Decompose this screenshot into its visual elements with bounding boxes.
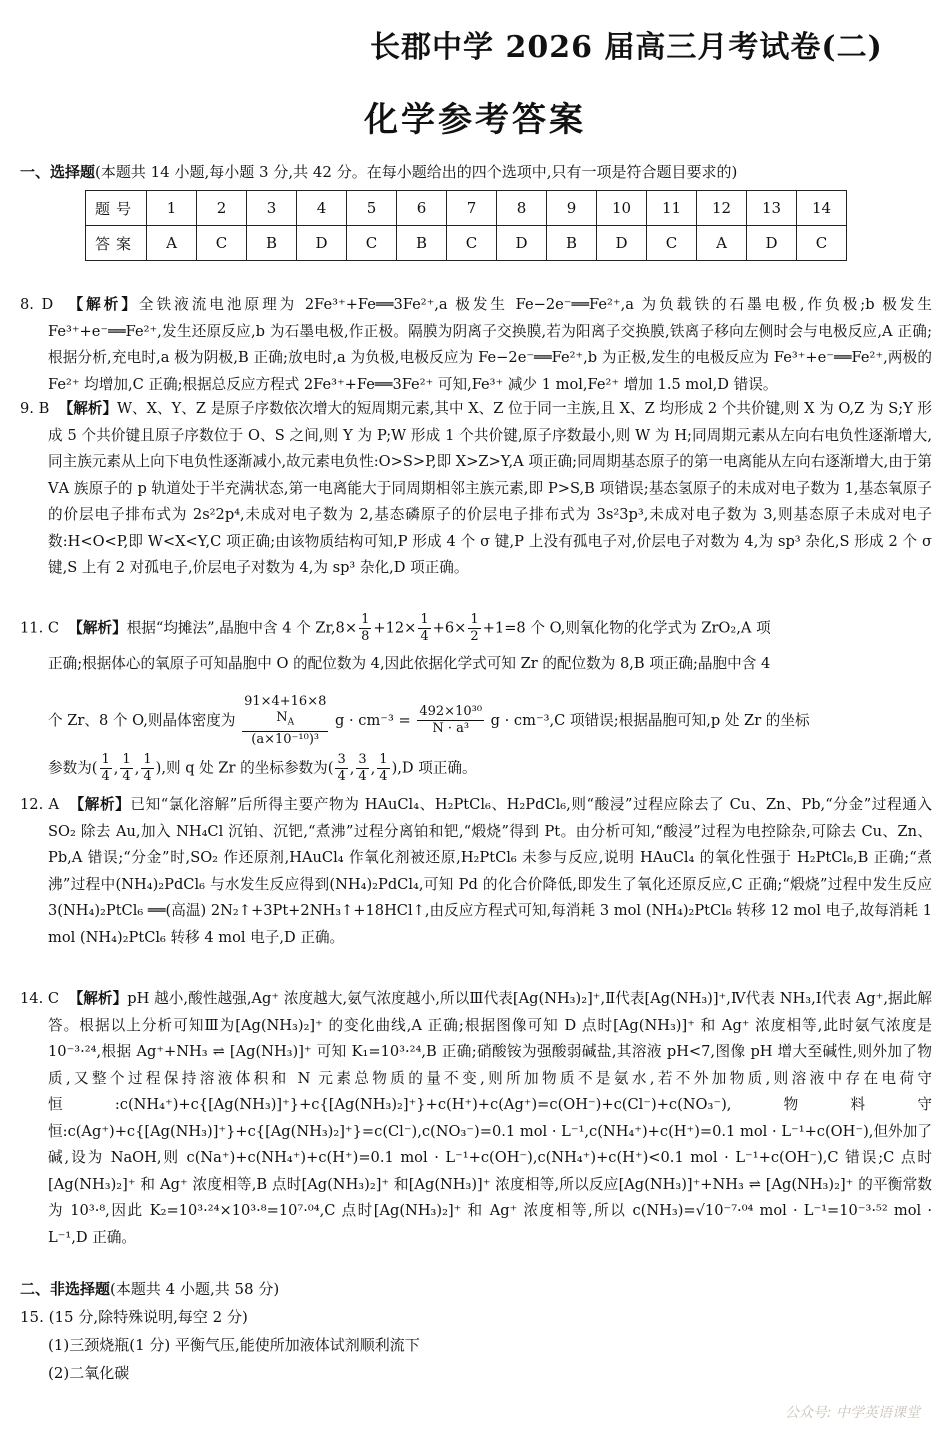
- row-header-answer: 答案: [86, 226, 147, 261]
- q12-number: 12. A: [20, 796, 60, 813]
- q11-line3-c: g · cm⁻³,C 项错误;根据晶胞可知,p 处 Zr 的坐标: [490, 711, 810, 729]
- question-number-cell: 5: [347, 191, 397, 226]
- frac-numerator: 1: [379, 752, 388, 767]
- q11-line1-a: 根据“均摊法”,晶胞中含 4 个 Zr,8×: [126, 619, 358, 637]
- q11-line4-b: ,则 q 处 Zr 的坐标参数为: [161, 759, 328, 777]
- answer-cell: D: [597, 226, 647, 261]
- q11-line1: [20, 612, 771, 645]
- q15-item1: (1)三颈烧瓶(1 分) 平衡气压,能使所加液体试剂顺利流下: [48, 1336, 420, 1354]
- coordinate-p: $\frac{1}{4}$ , $\frac{1}{4}$ , $\frac{1}{4}$: [101, 752, 152, 784]
- section1-heading: [20, 161, 737, 182]
- frac-denominator: 4: [101, 769, 110, 784]
- coordinate-fraction: [377, 752, 389, 785]
- question-number-cell: 8: [497, 191, 547, 226]
- answer-cell: D: [297, 226, 347, 261]
- q11-line3: [48, 694, 810, 748]
- answer-cell: C: [197, 226, 247, 261]
- q12-text: 已知“氯化溶解”后所得主要产物为 HAuCl₄、H₂PtCl₆、H₂PdCl₆,则“酸浸”过程应除去了 Cu、Zn、Pb,“分金”过程通入 SO₂ 除去 Au,加入 NH₄Cl 沉铂、沉钯,“煮沸”过程分离铂和钯,“煅烧”得到 Pt。由分析可知,“酸浸”过程为电控除杂,可除去 Cu、Zn、Pb,A 错误;“分金”时,SO₂ 作还原剂,HAuCl₄ 作氧化剂被还原,H₂PtCl₆ 未参与反应,说明 HAuCl₄ 的氧化性强于 H₂PtCl₆,B 正确;“煮沸”过程中(NH₄)₂PdCl₆ 与水发生反应得到(NH₄)₂PdCl₄,可知 Pd 的化合价降低,即发生了氧化还原反应,C 正确;“煅烧”过程中发生反应 3(NH₄)₂PtCl₆ ══(高温) 2N₂↑+3Pt+2NH₃↑+18HCl↑,由反应方程式可知,每消耗 3 mol (NH₄)₂PtCl₆ 转移 12 mol 电子,故每消耗 1 mol (NH₄)₂PtCl₆ 转移 4 mol 电子,D 正确。: [48, 796, 932, 946]
- section2-label: 二、非选择题: [20, 1280, 111, 1298]
- question-number-cell: 9: [547, 191, 597, 226]
- answer-table-number-row: [86, 191, 847, 226]
- frac-denominator: 4: [122, 769, 131, 784]
- section2-note: (本题共 4 小题,共 58 分): [110, 1280, 280, 1298]
- question-number-cell: 6: [397, 191, 447, 226]
- question-number-cell: 13: [747, 191, 797, 226]
- q14-number: 14. C: [20, 990, 60, 1007]
- answer-cell: D: [747, 226, 797, 261]
- frac-numerator: 1: [420, 612, 429, 627]
- frac-denominator: 4: [420, 629, 429, 644]
- q9-explanation: [20, 396, 932, 582]
- density-numerator: 91×4+16×8: [244, 694, 327, 709]
- q9-number: 9. B: [20, 400, 50, 417]
- frac-denominator: 2: [470, 629, 479, 644]
- q12-tag: 【解析】: [69, 796, 131, 813]
- q11-line1-c: +6×: [432, 619, 467, 637]
- q9-tag: 【解析】: [58, 400, 118, 417]
- q15-item2: (2)二氧化碳: [48, 1364, 130, 1382]
- q11-line2: 正确;根据体心的氧原子可知晶胞中 O 的配位数为 4,因此依据化学式可知 Zr 的配位数为 8,B 项正确;晶胞中含 4: [48, 655, 771, 672]
- question-number-cell: 2: [197, 191, 247, 226]
- frac-1-2: [468, 612, 480, 645]
- frac-denominator: 4: [143, 769, 152, 784]
- coordinate-fraction: [356, 752, 368, 785]
- q8-number: 8. D: [20, 296, 54, 313]
- coordinate-fraction: [335, 752, 347, 785]
- frac-1-4: [418, 612, 430, 645]
- frac-numerator: 1: [470, 612, 479, 627]
- density-fraction: [242, 694, 328, 748]
- q11-tag: 【解析】: [68, 619, 127, 637]
- q11-number: 11. C: [20, 619, 60, 637]
- coordinate-q: $\frac{3}{4}$ , $\frac{3}{4}$ , $\frac{1}{4}$: [337, 752, 388, 784]
- answer-cell: C: [647, 226, 697, 261]
- frac-numerator: 3: [358, 752, 367, 767]
- coordinate-fraction: [120, 752, 132, 785]
- answer-cell: C: [797, 226, 847, 261]
- section1-note: (本题共 14 小题,每小题 3 分,共 42 分。在每小题给出的四个选项中,只有一项是符合题目要求的): [95, 163, 738, 181]
- question-number-cell: 14: [797, 191, 847, 226]
- frac-1-8: [359, 612, 371, 645]
- answer-table: [85, 190, 847, 261]
- q12-explanation: [20, 792, 932, 951]
- frac-denominator: 4: [358, 769, 367, 784]
- question-number-cell: 3: [247, 191, 297, 226]
- page-title: 化学参考答案: [364, 100, 586, 140]
- frac-denominator: 4: [337, 769, 346, 784]
- question-number-cell: 4: [297, 191, 347, 226]
- q8-tag: 【解析】: [68, 296, 139, 313]
- density-na-symbol: N: [276, 710, 288, 725]
- q11-line3-a: 个 Zr、8 个 O,则晶体密度为: [48, 711, 236, 729]
- question-number-cell: 12: [697, 191, 747, 226]
- q8-explanation: [20, 292, 932, 398]
- coordinate-fraction: [100, 752, 112, 785]
- density-denominator: (a×10⁻¹⁰)³: [251, 731, 320, 747]
- frac-numerator: 1: [361, 612, 370, 627]
- frac-numerator: 1: [122, 752, 131, 767]
- q11-line1-d: +1=8 个 O,则氧化物的化学式为 ZrO₂,A 项: [482, 619, 771, 637]
- answer-cell: C: [447, 226, 497, 261]
- answer-cell: C: [347, 226, 397, 261]
- answer-cell: B: [397, 226, 447, 261]
- q14-tag: 【解析】: [68, 990, 128, 1007]
- density2-denominator: N · a³: [432, 721, 470, 737]
- q11-line1-b: +12×: [373, 619, 417, 637]
- frac-denominator: 4: [379, 769, 388, 784]
- answer-table-answer-row: [86, 226, 847, 261]
- row-header-number: 题号: [86, 191, 147, 226]
- watermark: 公众号: 中学英语课堂: [784, 1405, 920, 1421]
- q11-line4-a: 参数为: [48, 759, 92, 777]
- answer-cell: D: [497, 226, 547, 261]
- exam-title: 长郡中学 2026 届高三月考试卷(二): [370, 30, 883, 65]
- density-fraction-2: [417, 704, 484, 737]
- frac-numerator: 1: [143, 752, 152, 767]
- q8-text: 全铁液流电池原理为 2Fe³⁺+Fe══3Fe²⁺,a 极发生 Fe−2e⁻══Fe²⁺,a 为负载铁的石墨电极,作负极;b 极发生 Fe³⁺+e⁻══Fe²⁺,发生还原反应,b 为石墨电极,作正极。隔膜为阴离子交换膜,若为阳离子交换膜,铁离子移向左侧时会与电极反应,A 正确;根据分析,充电时,a 极为阴极,B 正确;放电时,a 为负极,电极反应为 Fe−2e⁻══Fe²⁺,b 为正极,发生的电极反应为 Fe³⁺+e⁻══Fe²⁺,两极的 Fe²⁺ 均增加,C 正确;根据总反应方程式 2Fe³⁺+Fe══3Fe²⁺ 可知,Fe³⁺ 减少 1 mol,Fe²⁺ 增加 1.5 mol,D 错误。: [48, 296, 932, 393]
- q14-text: pH 越小,酸性越强,Ag⁺ 浓度越大,氨气浓度越小,所以Ⅲ代表[Ag(NH₃)₂]⁺,Ⅱ代表[Ag(NH₃)]⁺,Ⅳ代表 NH₃,Ⅰ代表 Ag⁺,据此解答。根据以上分析可知Ⅲ为[Ag(NH₃)₂]⁺ 的变化曲线,A 正确;根据图像可知 D 点时[Ag(NH₃)]⁺ 和 Ag⁺ 浓度相等,此时氨气浓度是 10⁻³·²⁴,根据 Ag⁺+NH₃ ⇌ [Ag(NH₃)]⁺ 可知 K₁=10³·²⁴,B 正确;硝酸铵为强酸弱碱盐,其溶液 pH<7,图像 pH 增大至碱性,则外加了物质,又整个过程保持溶液体积和 N 元素总物质的量不变,则所加物质不是氨水,若不外加物质,则溶液中存在电荷守恒:c(NH₄⁺)+c{[Ag(NH₃)]⁺}+c{[Ag(NH₃)₂]⁺}+c(H⁺)+c(Ag⁺)=c(OH⁻)+c(Cl⁻)+c(NO₃⁻),物料守恒:c(Ag⁺)+c{[Ag(NH₃)]⁺}+c{[Ag(NH₃)₂]⁺}=c(Cl⁻),c(NO₃⁻)=0.1 mol · L⁻¹,c(NH₄⁺)+c(H⁺)=0.1 mol · L⁻¹+c(OH⁻),但外加了碱,设为 NaOH,则 c(Na⁺)+c(NH₄⁺)+c(H⁺)=0.1 mol · L⁻¹+c(OH⁻),c(NH₄⁺)+c(H⁺)<0.1 mol · L⁻¹+c(OH⁻),C 错误;C 点时[Ag(NH₃)₂]⁺ 和 Ag⁺ 浓度相等,B 点时[Ag(NH₃)₂]⁺ 和[Ag(NH₃)]⁺ 浓度相等,所以反应[Ag(NH₃)]⁺+NH₃ ⇌ [Ag(NH₃)₂]⁺ 的平衡常数为 10³·⁸,因此 K₂=10³·²⁴×10³·⁸=10⁷·⁰⁴,C 点时[Ag(NH₃)₂]⁺ 和 Ag⁺ 浓度相等,所以 c(NH₃)=√10⁻⁷·⁰⁴ mol · L⁻¹=10⁻³·⁵² mol · L⁻¹,D 正确。: [48, 990, 932, 1246]
- question-number-cell: 11: [647, 191, 697, 226]
- frac-numerator: 3: [337, 752, 346, 767]
- density2-numerator: 492×10³⁰: [419, 704, 483, 720]
- q15-heading: 15. (15 分,除特殊说明,每空 2 分): [20, 1308, 248, 1326]
- density-na: $N_A$: [242, 710, 328, 732]
- frac-numerator: 1: [101, 752, 110, 767]
- section1-label: 一、选择题: [20, 163, 96, 181]
- question-number-cell: 10: [597, 191, 647, 226]
- answer-cell: A: [697, 226, 747, 261]
- answer-cell: A: [147, 226, 197, 261]
- question-number-cell: 7: [447, 191, 497, 226]
- q14-explanation: [20, 986, 932, 1251]
- answer-cell: B: [547, 226, 597, 261]
- q11-line4-c: ,D 项正确。: [397, 759, 477, 777]
- q11-line4: 参数为( $\frac{1}{4}$ , $\frac{1}{4}$ , $\frac{1}{4}$ ),则 q 处 Zr 的坐标参数为( $\frac{3}{4}$ , $\frac{3}{4}$ , $\frac{1}{4}$ ),D 项正确。: [48, 752, 477, 784]
- answer-cell: B: [247, 226, 297, 261]
- coordinate-fraction: [141, 752, 153, 785]
- q11-line3-b: g · cm⁻³ =: [335, 711, 411, 729]
- frac-denominator: 8: [361, 629, 370, 644]
- section2-heading: [20, 1278, 279, 1299]
- question-number-cell: 1: [147, 191, 197, 226]
- q9-text: W、X、Y、Z 是原子序数依次增大的短周期元素,其中 X、Z 位于同一主族,且 X、Z 均形成 2 个共价键,则 X 为 O,Z 为 S;Y 形成 5 个共价键且原子序数位于 O、S 之间,则 Y 为 P;W 形成 1 个共价键,原子序数最小,则 W 为 H;同周期元素从左向右电负性逐渐增大,同主族元素从上向下电负性逐渐减小,故元素电负性:O>S>P,即 X>Z>Y,A 项正确;同周期基态原子的第一电离能从左向右逐渐增大,由于第ⅤA 族原子的 p 轨道处于半充满状态,第一电离能大于同周期相邻主族元素,即 P>S,B 项错误;基态氢原子的未成对电子数为 1,基态氧原子的价层电子排布式为 2s²2p⁴,未成对电子数为 2,基态磷原子的价层电子排布式为 3s²3p³,未成对电子数为 3,则基态原子未成对电子数:H<O<P,即 W<X<Y,C 项正确;由该物质结构可知,P 形成 4 个 σ 键,P 上没有孤电子对,价层电子对数为 4,为 sp³ 杂化,S 形成 2 个 σ 键,S 上有 2 对孤电子,价层电子对数为 4,为 sp³ 杂化,D 项正确。: [48, 400, 933, 576]
